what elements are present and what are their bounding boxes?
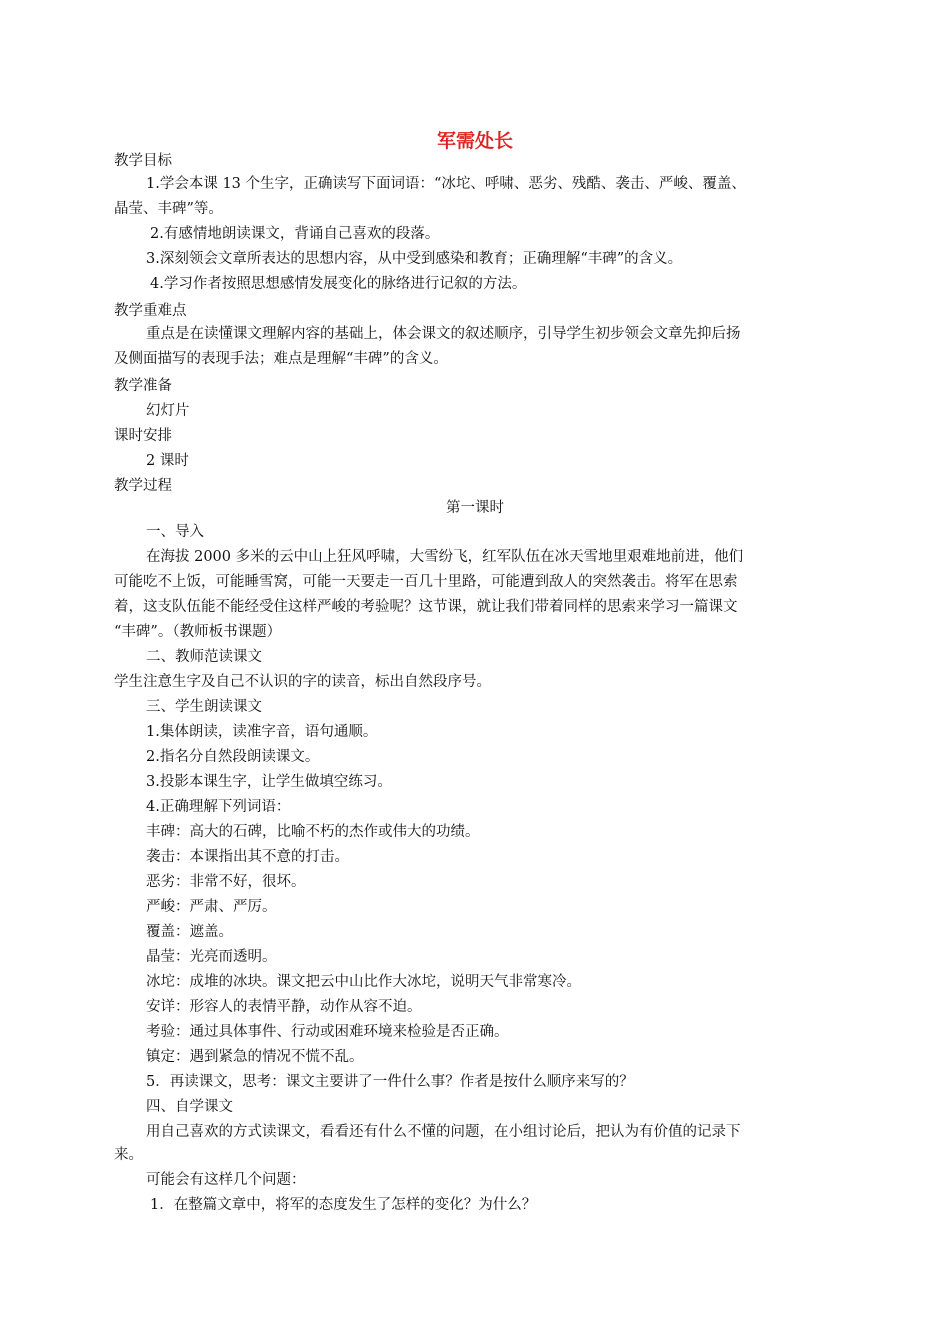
goal-4: 4.学习作者按照思想感情发展变化的脉络进行记叙的方法。 [150,276,527,292]
section-2-heading: 二、教师范读课文 [146,649,262,665]
self-study-line-2: 来。 [114,1147,143,1163]
self-study-line-1: 用自己喜欢的方式读课文，看看还有什么不懂的问题，在小组讨论后，把认为有价值的记录下 [146,1124,741,1140]
vocab-item: 镇定：遇到紧急的情况不慌不乱。 [146,1049,364,1065]
lesson-one-heading: 第一课时 [446,500,504,516]
heading-preparation: 教学准备 [114,378,172,394]
intro-line-4: “丰碑”。（教师板书课题） [114,624,282,640]
vocab-item: 袭击：本课指出其不意的打击。 [146,849,349,865]
reading-step-1: 1.集体朗读，读准字音，语句通顺。 [146,724,378,740]
reading-step-3: 3.投影本课生字，让学生做填空练习。 [146,774,392,790]
vocab-item: 恶劣：非常不好，很坏。 [146,874,306,890]
vocab-item: 严峻：严肃、严厉。 [146,899,277,915]
vocab-item: 丰碑：高大的石碑，比喻不朽的杰作或伟大的功绩。 [146,824,480,840]
goal-1-line-2: 晶莹、丰碑”等。 [114,201,223,217]
heading-key-points: 教学重难点 [114,303,187,319]
key-points-line-2: 及侧面描写的表现手法；难点是理解“丰碑”的含义。 [114,351,448,367]
document-title: 军需处长 [436,130,513,152]
goal-2: 2.有感情地朗读课文，背诵自己喜欢的段落。 [150,226,440,242]
goal-3: 3.深刻领会文章所表达的思想内容，从中受到感染和教育；正确理解“丰碑”的含义。 [146,251,683,267]
reading-step-5: 5．再读课文，思考：课文主要讲了一件什么事？作者是按什么顺序来写的？ [146,1074,634,1090]
reading-step-2: 2.指名分自然段朗读课文。 [146,749,320,765]
heading-process: 教学过程 [114,478,172,494]
section-3-heading: 三、学生朗读课文 [146,699,262,715]
vocab-item: 安详：形容人的表情平静，动作从容不迫。 [146,999,422,1015]
vocab-item: 覆盖：遮盖。 [146,924,233,940]
intro-line-1: 在海拔 2000 多米的云中山上狂风呼啸，大雪纷飞，红军队伍在冰天雪地里艰难地前进，他们 [146,549,744,565]
reading-step-4: 4.正确理解下列词语： [146,799,291,815]
question-1: 1．在整篇文章中，将军的态度发生了怎样的变化？为什么？ [150,1197,537,1213]
section-4-heading: 四、自学课文 [146,1099,233,1115]
section-1-heading: 一、导入 [146,524,204,540]
preparation-item: 幻灯片 [146,403,190,419]
intro-line-2: 可能吃不上饭，可能睡雪窝，可能一天要走一百几十里路，可能遭到敌人的突然袭击。将军在思索 [114,574,738,590]
self-study-line-3: 可能会有这样几个问题： [146,1172,306,1188]
section-2-text: 学生注意生字及自己不认识的字的读音，标出自然段序号。 [114,674,491,690]
vocab-item: 晶莹：光亮而透明。 [146,949,277,965]
vocab-item: 冰坨：成堆的冰块。课文把云中山比作大冰坨，说明天气非常寒冷。 [146,974,581,990]
schedule-item: 2 课时 [146,453,189,469]
heading-teaching-goals: 教学目标 [114,153,172,169]
vocab-item: 考验：通过具体事件、行动或困难环境来检验是否正确。 [146,1024,509,1040]
intro-line-3: 着，这支队伍能不能经受住这样严峻的考验呢？这节课，就让我们带着同样的思索来学习一篇课文 [114,599,738,615]
goal-1-line-1: 1.学会本课 13 个生字，正确读写下面词语：“冰坨、呼啸、恶劣、残酷、袭击、严峻、覆盖、 [146,176,746,192]
heading-schedule: 课时安排 [114,428,172,444]
key-points-line-1: 重点是在读懂课文理解内容的基础上，体会课文的叙述顺序，引导学生初步领会文章先抑后扬 [146,326,741,342]
